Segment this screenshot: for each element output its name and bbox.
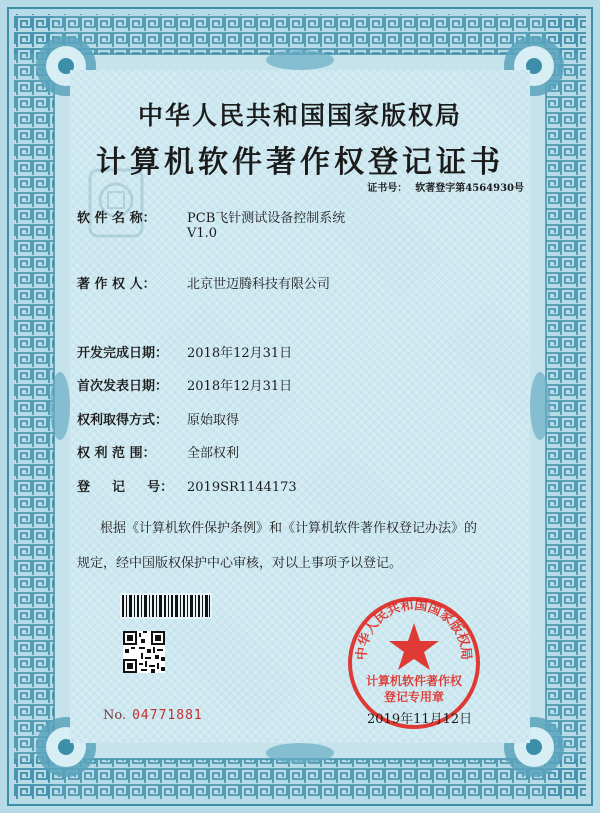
- serial-number-label: No.: [103, 708, 127, 723]
- qr-code: [123, 631, 165, 673]
- rights-scope-value: 全部权利: [187, 446, 240, 461]
- seal-line-2: 登记专用章: [383, 690, 445, 704]
- software-name-label: 软 件 名 称：: [77, 211, 156, 226]
- serial-number-value: 04771881: [132, 708, 203, 723]
- publication-date-value: 2018年12月31日: [187, 379, 293, 394]
- development-date-label: 开发完成日期：: [77, 346, 169, 361]
- registration-number-label: 登 记 号：: [77, 480, 174, 495]
- publication-date-row: [77, 375, 292, 394]
- software-name-row: [77, 207, 345, 226]
- acquisition-method-label: 权利取得方式：: [77, 413, 169, 428]
- certificate-title: 计算机软件著作权登记证书: [96, 145, 504, 180]
- acquisition-method-value: 原始取得: [187, 413, 240, 428]
- development-date-row: [77, 342, 292, 361]
- development-date-value: 2018年12月31日: [187, 346, 293, 361]
- statement-line-1: 根据《计算机软件保护条例》和《计算机软件著作权登记办法》的: [100, 521, 478, 536]
- barcode: [120, 593, 212, 619]
- copyright-holder-value: 北京世迈腾科技有限公司: [187, 277, 331, 292]
- seal-line-1: 计算机软件著作权: [365, 674, 463, 688]
- rights-scope-row: [77, 442, 239, 461]
- serial-number: [103, 708, 203, 723]
- software-version: V1.0: [187, 226, 218, 241]
- issue-date: 2019年11月12日: [367, 712, 473, 727]
- registration-number-value: 2019SR1144173: [187, 480, 297, 495]
- certificate-number-value: 软著登字第4564930号: [415, 183, 524, 194]
- issuing-authority: 中华人民共和国国家版权局: [137, 101, 462, 130]
- publication-date-label: 首次发表日期：: [77, 379, 169, 394]
- copyright-holder-label: 著 作 权 人：: [77, 277, 156, 292]
- registration-number-row: [77, 476, 297, 495]
- acquisition-method-row: [77, 409, 239, 428]
- certificate-number-label: 证书号：: [367, 183, 408, 194]
- statement-line-2: 规定，经中国版权保护中心审核，对以上事项予以登记。: [77, 556, 403, 571]
- certificate-number: [367, 179, 524, 194]
- copyright-holder-row: [77, 273, 330, 292]
- seal-ring-text: 中华人民共和国国家版权局: [354, 597, 474, 661]
- rights-scope-label: 权 利 范 围：: [77, 446, 156, 461]
- star-icon: [389, 623, 439, 670]
- software-name-value: PCB飞针测试设备控制系统: [187, 211, 346, 226]
